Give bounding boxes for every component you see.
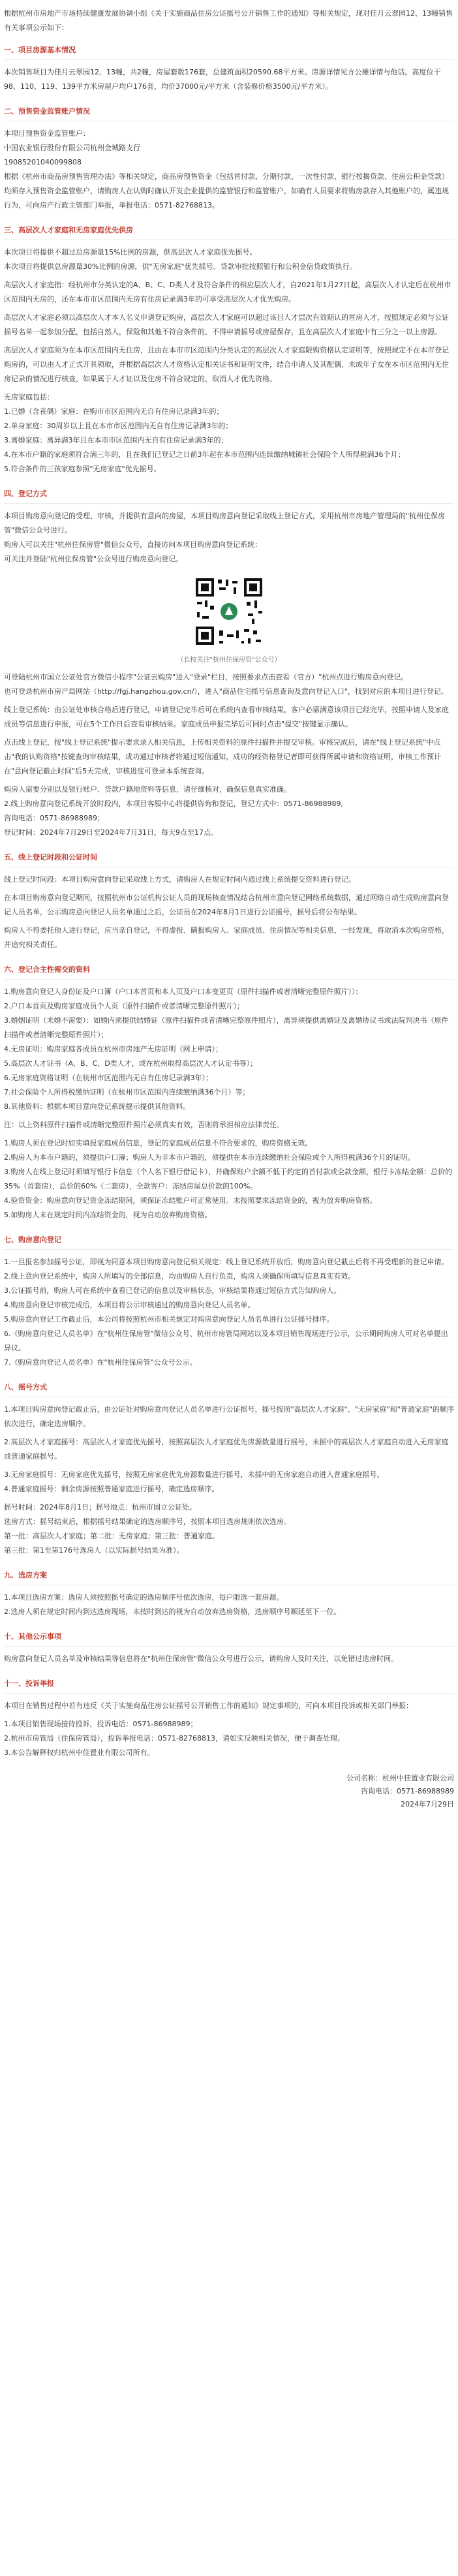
paragraph: 线上登记时间段：本项目购房意向登记采取线上方式，请购房人在规定时间内通过线上系统提交资料进行登记。 [4,875,356,884]
paragraph: 高层次人才家庭指：经杭州市分类认定的A、B、C、D类人才及符合条件的相应层次人才，自2021年1月27日起，高层次人才认定后在杭州市区范围内无房的，还在本市市区范围内无房有住房记录满3年的可享受高层次人才优先购房。 [4,281,451,303]
section-title: 二、预售资金监管账户情况 [4,106,454,121]
paragraph: 2.选房人须在规定时间内到达选房现场，未按时到达的视为自动放弃选房资格，选房顺序号顺延至下一位。 [4,1607,341,1616]
section-title: 七、购房意向登记 [4,1234,454,1250]
list-item: 1.已婚（含丧偶）家庭：在购市市区范围内无自有住房记录满3年的； [4,407,224,416]
list-item: 2.线上意向登记系统中，购房人所填写的全部信息，均由购房人自行负责，购房人须确保所填写信息真实有效。 [4,1272,356,1280]
paragraph: 2.杭州市房管局（住保房管局），投诉举报电话：0571-82768813，请如实反映相关情况，便于调查处理。 [4,1734,344,1743]
list-heading: 无房家庭包括： [4,393,54,401]
list-item: 3.婚姻证明（未婚不需要）：如婚内须提供结婚证（原件扫描件或者清晰完整原件照片），离异须提供离婚证及离婚协议书或法院判决书（原件扫描件或者清晰完整原件照片）； [4,1016,449,1039]
paragraph: 线上登记系统：由公证处审核合格后进行登记，申请登记完毕后可在系统内查看审核结果，客户必需满意该项目已经完毕，按照申请人及家庭成员等信息进行申报，可在5个工作日后查看审核结果。家庭成员申报完毕后可同时点击"提交"按键显示确认。 [4,706,449,728]
paragraph: 本次销售项目为佳月云翠园12、13幢，共2幢，房屋套数176套，总建筑面积20590.68平方米。房源详情见方公摊详情与他话。高度位于98、110、119、139平方米房屋户均户176套，均价37000元/平方米（含装修价格3500元/平方米）。 [4,68,441,91]
bank-name: 中国农业银行股份有限公司杭州金城路支行 [4,144,140,152]
paragraph: 3.无房家庭摇号：无房家庭优先摇号，按照无房家庭优先房源数量进行摇号，未摇中的无房家庭自动进入普通家庭摇号。 [4,1470,384,1479]
section-6 [4,964,454,1222]
list-item: 3.离婚家庭：离异满3年且在本市市区范围内无自有住房记录满3年的； [4,436,228,444]
list-item: 2.户口本首页及购房家庭成员个人页（原件扫描件或者清晰完整原件照片）； [4,1002,244,1010]
list-item: 4.在本市户籍的家庭须符合满三年的，且在我们已登记之日前3年起在本市范围内连续缴纳城镇社会保险个人所得税满36个月； [4,450,405,459]
paragraph: 3.购房人在线上登记时须填写银行卡信息（个人名下银行借记卡），并确保账户余额不低于约定的首付款或全款金额，银行卡冻结金额：总价的35%（首套房），总价的60%（二套房），全款客户：冻结房屋总价款的100%。 [4,1168,452,1190]
list-item: 4.购房意向登记审核完成后，本项目将公示审核通过的购房意向登记人员名单。 [4,1301,255,1309]
paragraph: 本次项目将提供总房源量30%比例的房源，供"无房家庭"优先摇号。贷款审批按照银行和公积金信贷政策执行。 [4,262,357,271]
list-item: 5.符合条件的三孩家庭参照"无房家庭"优先摇号。 [4,465,161,473]
paragraph: 第三批：第1至第176号选房人（以实际摇号结果为准）。 [4,1546,184,1555]
publish-date: 2024年7月29日 [401,1800,454,1808]
section-title: 五、线上登记时段和公证时间 [4,852,454,867]
paragraph: 第一批：高层次人才家庭；第二批：无房家庭；第三批：普通家庭。 [4,1532,219,1540]
paragraph: 选房方式：摇号结束后，根据摇号结果确定的选房顺序号，按照本项目选房规则依次选房。 [4,1517,291,1526]
paragraph: 购房人需要分别以及银行账户、贷款户籍地资料等信息，请仔细核对，确保信息真实准确。 [4,785,291,794]
company-name: 公司名称：杭州中佳置业有限公司 [346,1774,454,1782]
list-item: 6.无房家庭资格证明（在杭州市区范围内无自有住房记录满3年）； [4,1074,213,1082]
paragraph: 购房人不得委托他人进行登记，应当亲自登记，不得虚报、瞒报购房人、家庭成员、住房情况等相关信息，一经发现，将取消本次购房资格，并追究相关责任。 [4,926,449,949]
section-1 [4,44,454,94]
paragraph: 点击线上登记，按"线上登记系统"提示要求录入相关信息，上传相关资料的原件扫描件并提交审核。审核完成后，请在"线上登记系统"中点击"我的认购资格"按键查询审核结果，成功通过审核者将通过短信通知，成功的经资格登记者即可获得所属申请和资格证明，审核工作预计在"意向登记截止时间"后5天完成，审核进度可登录本系统查询。 [4,738,442,775]
paragraph: 本项目预售资金监管账户： [4,129,90,138]
paragraph: 根据《杭州市商品房预售管理办法》等相关规定，商品房预售资金（包括首付款、分期付款、一次性付款、银行按揭贷款、住房公积金贷款）均须存入预售资金监管账户，请购房人在认购时确认开发企业提供的监管银行和监管账户，如确有人员要求将购房款存入其他账户的，属违规行为，可向房产行政主管部门举报，举报电话：0571-82768813。 [4,172,449,209]
paragraph: 在本项目购房意向登记期间，按照杭州市公证机构公证人员的现场核查情况结合杭州市意向登记网络系统数据，通过网络自动生成购房意向登记人员名单，公示购房意向登记人员名单通过之后，公证员在2024年8月1日进行公证摇号，摇号后将公布结果。 [4,893,449,916]
section-4 [4,488,454,840]
list-item: 6.《购房意向登记人员名单》在"杭州住保房管"微信公众号、杭州市房管局网站以及本项目销售现场进行公示，公示期间购房人可对名单提出异议。 [4,1329,448,1352]
paragraph: 摇号时间：2024年8月1日；摇号地点：杭州市国立公证处。 [4,1503,196,1512]
intro-paragraph: 根据杭州市房地产市场持续健康发展协调小组《关于实施商品住房公证摇号公开销售工作的通知》等相关规定，现对佳月云翠园12、13幢销售有关事项公示如下： [4,9,453,32]
list-item: 3.公证摇号前，购房人可在系统中查看已登记的信息以及审核状态，审核结果将通过短信方式告知购房人。 [4,1286,341,1295]
paragraph: 2.线上购房意向登记系统开放时段内，本项目客服中心将提供咨询和登记，登记方式中：0571-86988989。 [4,799,348,808]
paragraph: 本次项目将提供不超过总房源量15%比例的房源，供高层次人才家庭优先摇号。 [4,248,257,256]
section-title: 六、登记合主性需交的资料 [4,964,454,980]
section-11 [4,1678,454,1760]
section-8 [4,1382,454,1558]
section-9 [4,1570,454,1619]
paragraph: 4.普通家庭摇号：剩余房源按照普通家庭进行摇号，确定选房顺序。 [4,1485,219,1493]
bank-account: 19085201040099808 [4,158,82,166]
paragraph: 注：以上资料原件扫描件或清晰完整原件照片必须真实有效，否则将承担相应法律责任。 [4,1121,284,1129]
company-phone: 咨询电话：0571-86988989 [361,1787,454,1795]
qr-caption: （长按关注"杭州住保房管"公众号） [177,657,281,664]
section-title: 九、选房方案 [4,1570,454,1585]
paragraph: 1.购房人须在登记时如实填报家庭成员信息，登记的家庭成员信息不符合要求的，购房资格无效。 [4,1139,313,1147]
paragraph: 高层次人才家庭必须以高层次人才本人名义申请登记购房，高层次人才家庭可以超过该目人才层次有效期认的首房入才，按照规定必须与公证摇号名单一起参加分配，包括自然人，保险和其他不符合条件的，不得申请摇号或房屋保存，且在高层次人才家庭中有三分之一以上房源。 [4,313,449,336]
paragraph: 购房人可以关注"杭州住保房管"微信公众号，直接访问本项目购房意向登记系统： [4,540,262,549]
paragraph: 也可登录杭州市房产局网站（http://fgj.hangzhou.gov.cn/），进入"商品住宅摇号信息查询及意向登记入口"，找到对应的本项目进行登记。 [4,687,448,696]
list-item: 7.《购房意向登记人员名单》在"杭州住保房管"公众号公示。 [4,1358,197,1367]
section-title: 一、项目房源基本情况 [4,44,454,60]
section-5 [4,852,454,952]
paragraph: 可登陆杭州市国立公证处官方微信小程序"公证云购房"进入"登录"栏目，按照要求点击查看（官方）"杭州点进行购房意向登记。 [4,673,408,681]
registration-time: 登记时间：2024年7月29日至2024年7月31日，每天9点至17点。 [4,828,218,837]
paragraph: 4.验资资金：购房意向登记资金冻结期间，须保证冻结账户可正常使用。未按照要求冻结资金的，视为放弃购房资格。 [4,1196,377,1205]
paragraph: 5.如购房人未在规定时间内冻结资金的，视为自动放弃购房资格。 [4,1211,212,1219]
paragraph: 本项目在销售过程中若有违反《关于实施商品住房公证摇号公开销售工作的通知》规定事项的，可向本项目投诉或相关部门举报： [4,1701,413,1710]
list-item: 4.无房证明：购房家庭各成员在杭州市房地产无房证明（网上申请）； [4,1045,222,1053]
section-2 [4,106,454,213]
paragraph: 可关注并登陆"杭州住保房管"公众号进行购房意向登记。 [4,555,183,563]
contact-phone: 咨询电话：0571-86988989； [4,814,104,822]
paragraph: 1.本项目选房方案：选房人须按照摇号确定的选房顺序号依次选房，每户限选一套房源。 [4,1593,284,1602]
paragraph: 购房意向登记人员名单及审核结果等信息将在"杭州住保房管"微信公众号进行公示，请购房人及时关注，以免错过选房时间。 [4,1654,399,1663]
section-10 [4,1631,454,1666]
paragraph: 高层次人才家庭须为在本市区范围内无住房，且由在本市市区范围内分类认定的高层次人才家庭限购资格认定证明等，按照规定不在本市登记购房的，可以由人才正式开具领取，并根据高层次人才资格认定相关证书和证明文件，结合申请人及其配偶、未成年子女在本市区范围内无住房记录的情况进行核查，如果属于人才证以及住房不符合规定的，取消人才优先资格。 [4,346,449,383]
paragraph: 2.购房人为本市户籍的，须提供户口簿；购房人为非本市户籍的，须提供在本市连续缴纳社会保险或个人所得税满36个月的证明。 [4,1153,415,1162]
paragraph: 1.本项目购房意向登记截止后，由公证处对购房意向登记人员名单进行公证摇号，摇号按照"高层次人才家庭"、"无房家庭"和"普通家庭"的顺序依次进行，确定选房顺序。 [4,1405,454,1428]
list-item: 7.社会保险个人所得税缴纳证明（在杭州市区范围内连续缴纳满36个月）等； [4,1088,250,1096]
section-3 [4,225,454,476]
section-title: 四、登记方式 [4,488,454,504]
qr-code-icon[interactable] [193,576,265,647]
section-title: 十一、投诉举报 [4,1678,454,1694]
paragraph: 本项目购房意向登记的受理、审核，并提供有意向的房屋，本项目购房意向登记采取线上登记方式，采用杭州市房地产管理局的"杭州住保房管"微信公众号进行。 [4,512,446,535]
list-item: 5.购房意向登记工作截止后，本公司将按照杭州市相关规定对购房意向登记人员名单进行公证摇号排序。 [4,1315,334,1324]
signature-block [4,1772,454,1811]
section-title: 三、高层次人才家庭和无房家庭优先供房 [4,225,454,240]
qr-code-container [4,576,454,650]
section-7 [4,1234,454,1370]
list-item: 1.购房意向登记人身份证及户口簿（户口本首页和本人页及户口本变更页（原件扫描件或者清晰完整原件照片））： [4,987,363,996]
paragraph: 2.高层次人才家庭摇号：高层次人才家庭优先摇号，按照高层次人才家庭优先房源数量进行摇号，未摇中的高层次人才家庭自动进入无房家庭或普通家庭摇号。 [4,1438,449,1461]
list-item: 8.其他资料：根据本项目意向登记系统提示提供其他资料。 [4,1102,191,1111]
paragraph: 3.本公告解释权归杭州中佳置业有限公司所有。 [4,1748,155,1757]
section-title: 八、摇号方式 [4,1382,454,1397]
list-item: 1.一旦报名参加摇号公证，即视为同意本项目购房意向登记相关规定：线上登记系统开放后，购房意向登记截止后将不再受理新的登记申请。 [4,1258,449,1266]
section-title: 十、其他公示事项 [4,1631,454,1647]
paragraph: 1.本项目销售现场接待投诉，投诉电话：0571-86988989； [4,1720,198,1728]
list-item: 5.高层次人才证书（A、B、C、D类人才，或在杭州取得高层次人才认定书等）； [4,1059,258,1068]
list-item: 2.单身家庭：30周岁以上且在本市市区范围内无自有住房记录满3年的； [4,422,233,430]
